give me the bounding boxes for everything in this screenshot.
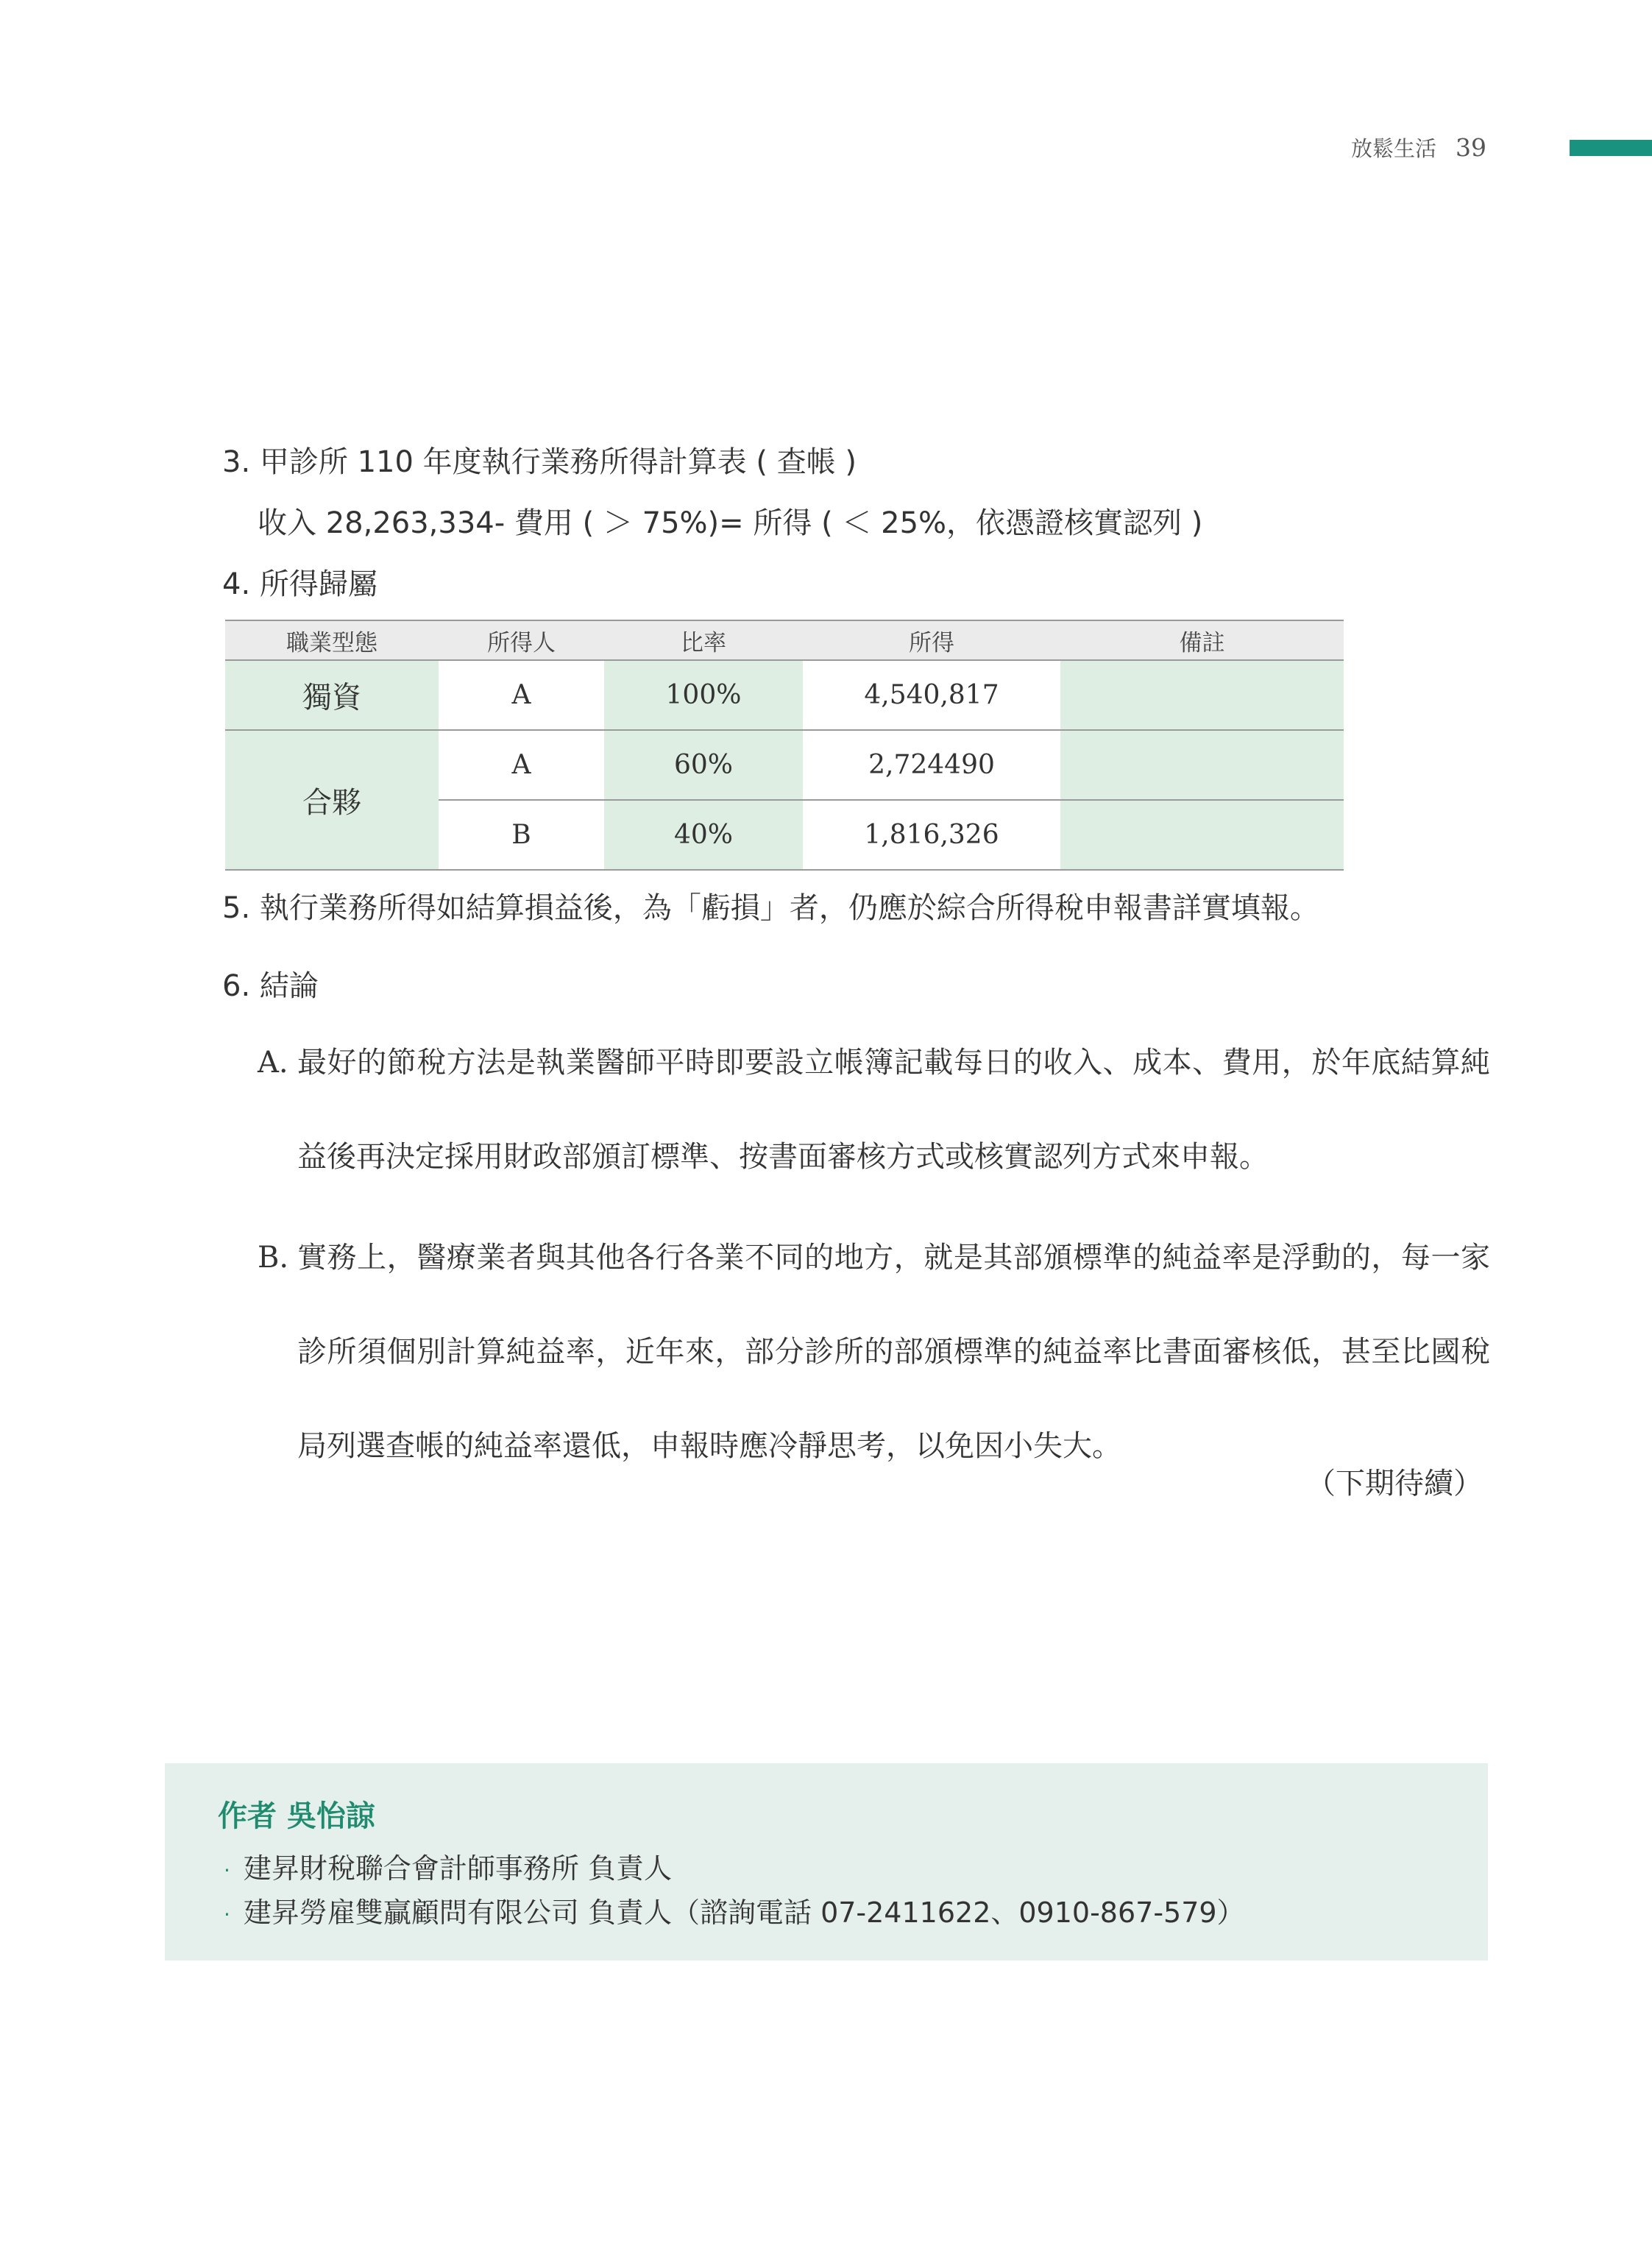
ratio-cell: 100% (604, 660, 803, 730)
business-type-cell: 合夥 (225, 730, 439, 870)
conclusion-b-label: B. (258, 1241, 289, 1275)
bullet-icon: · (224, 1858, 230, 1882)
conclusion-a-text: 最好的節稅方法是執業醫師平時即要設立帳簿記載每日的收入、成本、費用，於年底結算純益後再決定採用財政部頒訂標準、按書面審核方式或核實認列方式來申報。 (297, 1046, 1490, 1174)
conclusion-b (258, 1211, 1490, 1493)
author-box (165, 1763, 1488, 1960)
column-header: 職業型態 (225, 620, 439, 660)
author-affiliation-text: 建昇勞雇雙贏顧問有限公司 負責人（諮詢電話 07-2411622、0910-867-579） (243, 1896, 1245, 1929)
item-6-title: 6. 結論 (222, 969, 319, 1003)
conclusion-a-label: A. (258, 1046, 288, 1080)
author-affiliation (224, 1846, 672, 1886)
ratio-cell: 40% (604, 800, 803, 870)
column-header: 備註 (1060, 620, 1344, 660)
income-cell: 4,540,817 (803, 660, 1060, 730)
note-cell (1060, 730, 1344, 800)
income-allocation-table (225, 620, 1344, 871)
table-row (225, 730, 1344, 800)
income-cell: 2,724490 (803, 730, 1060, 800)
ratio-cell: 60% (604, 730, 803, 800)
person-cell: B (439, 800, 604, 870)
table-row (225, 660, 1344, 730)
note-cell (1060, 660, 1344, 730)
running-header (1351, 130, 1486, 165)
column-header: 所得 (803, 620, 1060, 660)
table-header-row (225, 620, 1344, 660)
bullet-icon: · (224, 1902, 230, 1927)
header-accent-bar (1570, 140, 1652, 156)
note-cell (1060, 800, 1344, 870)
person-cell: A (439, 730, 604, 800)
author-affiliation-text: 建昇財稅聯合會計師事務所 負責人 (243, 1852, 672, 1885)
item-5: 5. 執行業務所得如結算損益後，為「虧損」者，仍應於綜合所得稅申報書詳實填報。 (222, 891, 1319, 925)
page-number: 39 (1456, 132, 1486, 162)
conclusion-b-text: 實務上，醫療業者與其他各行各業不同的地方，就是其部頒標準的純益率是浮動的，每一家診所須個別計算純益率，近年來，部分診所的部頒標準的純益率比書面審核低，甚至比國稅局列選查帳的純益率還低，申報時應冷靜思考，以免因小失大。 (297, 1241, 1490, 1463)
conclusion-a (258, 1016, 1490, 1204)
income-cell: 1,816,326 (803, 800, 1060, 870)
column-header: 比率 (604, 620, 803, 660)
author-title: 作者 吳怡諒 (218, 1799, 375, 1833)
item-4-title: 4. 所得歸屬 (222, 567, 377, 601)
section-title: 放鬆生活 (1350, 135, 1436, 161)
item-3-title: 3. 甲診所 110 年度執行業務所得計算表 ( 查帳 ) (222, 445, 857, 479)
author-affiliation (224, 1890, 1245, 1930)
column-header: 所得人 (439, 620, 604, 660)
item-3-detail: 收入 28,263,334- 費用 ( ＞ 75%)= 所得 ( ＜ 25%，依憑證核實認列 ) (258, 506, 1203, 540)
to-be-continued: （下期待續） (1306, 1467, 1483, 1501)
person-cell: A (439, 660, 604, 730)
business-type-cell: 獨資 (225, 660, 439, 730)
